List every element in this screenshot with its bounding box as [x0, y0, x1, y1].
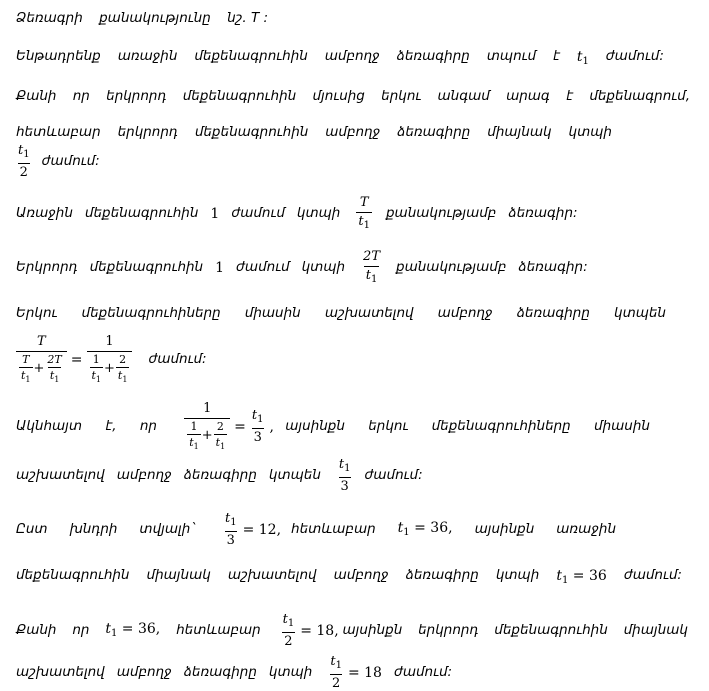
word: ժամում: [605, 48, 664, 64]
word: երկրորդ [418, 621, 479, 638]
word: է [566, 88, 574, 104]
word: այսինքն [285, 418, 345, 435]
word: ձեռագիր: [508, 204, 578, 221]
word: ժամում: [148, 351, 207, 368]
word: որ [139, 418, 157, 435]
word: է, [105, 418, 117, 435]
word: Առաջին [16, 204, 73, 221]
line-1 [16, 12, 280, 26]
math-t1-eq-36: $t_1 = 36$, [105, 621, 161, 640]
word: միայնակ [146, 567, 211, 583]
fraction-T-over-t1: $\frac{T}{t_1}$ [358, 195, 370, 231]
word: մյուսից [312, 88, 365, 104]
word: տպում [486, 48, 537, 64]
fraction-combined-rate: T $\frac{T}{t_1}$ + $\frac{2T}{t_1}$ [16, 335, 67, 385]
word: ամբողջ [437, 305, 493, 321]
word: է [552, 48, 560, 64]
fraction-t1-over-2: $\frac{t_1}{2}$ [330, 654, 342, 691]
word: ձեռագիրը [183, 466, 257, 483]
word: միասին [594, 418, 650, 435]
word: երկու [368, 418, 409, 435]
word: աշխատելով [16, 466, 105, 483]
word: կտպեն [268, 466, 321, 483]
math-t1: $t_1$ [576, 49, 589, 67]
word: ժամում [231, 204, 285, 221]
word: մեքենագրուհին [84, 204, 199, 221]
word: Քանի [16, 621, 57, 638]
equation-t1-over-2-eq-18: $\frac{t_1}{2}$ = 18 [330, 654, 382, 691]
fraction-t1-over-3: $\frac{t_1}{3}$ [338, 457, 351, 494]
word: ձեռագիրը [405, 567, 479, 583]
word: կտպի [296, 204, 341, 221]
word: երկու [381, 88, 422, 104]
word: կտպի [301, 258, 346, 275]
word: կտպի [495, 567, 540, 583]
word: տվյալի` [139, 520, 197, 537]
line-7 [16, 250, 600, 285]
line-6 [16, 196, 590, 231]
word: կտպի [568, 124, 612, 140]
word: ամբողջ [116, 466, 172, 483]
line-14 [16, 613, 700, 648]
word: ձեռագիր: [518, 258, 588, 275]
word: ժամում: [364, 466, 423, 483]
word: մեքենագրուհին [182, 88, 297, 104]
line-13 [16, 569, 682, 586]
equation-t1-over-2-eq-18: $\frac{t_1}{2}$ = 18, [282, 612, 339, 649]
word: ժամում: [393, 663, 453, 680]
word: մեքենագրուհին [494, 621, 608, 638]
word: մեքենագրուհին [89, 258, 204, 275]
math-t1-eq-36: $t_1 = 36$ [556, 568, 607, 586]
fraction-one-over-sum: 1 $\frac{1}{t_1}$ + $\frac{2}{t_1}$ [184, 402, 230, 452]
fraction-t1-over-2: $\frac{t_1}{2}$ [18, 143, 30, 180]
word: Ենթադրենք [16, 48, 101, 64]
word: մեքենագրուհին [194, 124, 309, 140]
word: նշ. T : [227, 10, 269, 26]
word: միայնակ [487, 124, 552, 140]
word: կտպի [268, 663, 313, 680]
fraction-t1-over-3: $\frac{t_1}{3}$ [224, 511, 237, 548]
word: 1 [210, 205, 220, 222]
word: այսինքն [474, 520, 535, 537]
word: որ [72, 88, 90, 104]
word: ժամում: [623, 567, 682, 583]
word: 1 [215, 259, 225, 276]
word: քանակությունը [99, 10, 211, 26]
word: խնդրի [69, 520, 118, 537]
line-12 [16, 512, 628, 547]
word: կտպեն [614, 305, 666, 321]
word: երկրորդ [117, 124, 178, 140]
word: առաջին [117, 48, 178, 64]
line-15 [16, 655, 464, 690]
word: քանակությամբ [385, 204, 497, 221]
line-11 [16, 458, 435, 493]
word: ձեռագիրը [516, 305, 590, 321]
word: ամբողջ [325, 124, 381, 140]
equation-rate: 1 $\frac{1}{t_1}$ + $\frac{2}{t_1}$ = $\frac{t_1}{3}$ , [180, 402, 274, 452]
word: մեքենագրուհիները [81, 305, 221, 321]
fraction-2T-over-t1: $\frac{2T}{t_1}$ [363, 249, 380, 285]
word: ամբողջ [333, 567, 389, 583]
line-5 [12, 144, 112, 179]
fraction-t1-over-2: $\frac{t_1}{2}$ [282, 612, 295, 649]
word: ձեռագիրը [183, 663, 257, 680]
word: Ակնհայտ [16, 418, 83, 435]
word: մեքենագրուհին [194, 48, 308, 64]
line-4 [16, 126, 612, 140]
word: արագ [506, 88, 550, 104]
word: առաջին [556, 520, 616, 537]
line-9: T $\frac{T}{t_1}$ + $\frac{2T}{t_1}$ = 1 $\frac{1}{t_1}$ + $\frac{2}{t_1}$ ժամում: [12, 335, 219, 385]
word: աշխատելով [16, 663, 105, 680]
word: ձեռագիրը [397, 124, 471, 140]
word: անգամ [437, 88, 490, 104]
word: միասին [244, 305, 301, 321]
word: Երկու [16, 305, 58, 321]
line-10 [16, 402, 662, 452]
math-t1-eq-36: $t_1 = 36$, [397, 520, 453, 539]
word: որ [72, 621, 90, 638]
word: այսինքն [342, 621, 403, 638]
word: ժամում: [41, 152, 100, 169]
word: Ըստ [16, 520, 48, 537]
word: միայնակ [623, 621, 688, 638]
word: հետևաբար [291, 520, 376, 537]
equation-t1-over-3-eq-12: $\frac{t_1}{3}$ = 12, [224, 511, 282, 548]
word: ամբողջ [324, 48, 380, 64]
word: մեքենագրուհիները [431, 418, 571, 435]
line-3 [16, 90, 690, 104]
word: մեքենագրուհին [16, 567, 130, 583]
word: ժամում [236, 258, 290, 275]
word: հետևաբար [16, 124, 101, 140]
word: Երկրորդ [16, 258, 78, 275]
word: Քանի [16, 88, 57, 104]
line-8 [16, 307, 666, 321]
word: Ձեռագրի [16, 10, 83, 26]
word: քանակությամբ [396, 258, 507, 275]
word: մեքենագրում, [589, 88, 690, 104]
line-2 [16, 50, 664, 67]
word: աշխատելով [227, 567, 317, 583]
word: երկրորդ [106, 88, 167, 104]
fraction-t1-over-3: $\frac{t_1}{3}$ [251, 408, 264, 445]
word: աշխատելով [324, 305, 414, 321]
word: հետևաբար [176, 621, 261, 638]
fraction-one-over-sum: 1 $\frac{1}{t_1}$ + $\frac{2}{t_1}$ [87, 335, 133, 385]
word: ամբողջ [116, 663, 172, 680]
word: ձեռագիրը [396, 48, 470, 64]
